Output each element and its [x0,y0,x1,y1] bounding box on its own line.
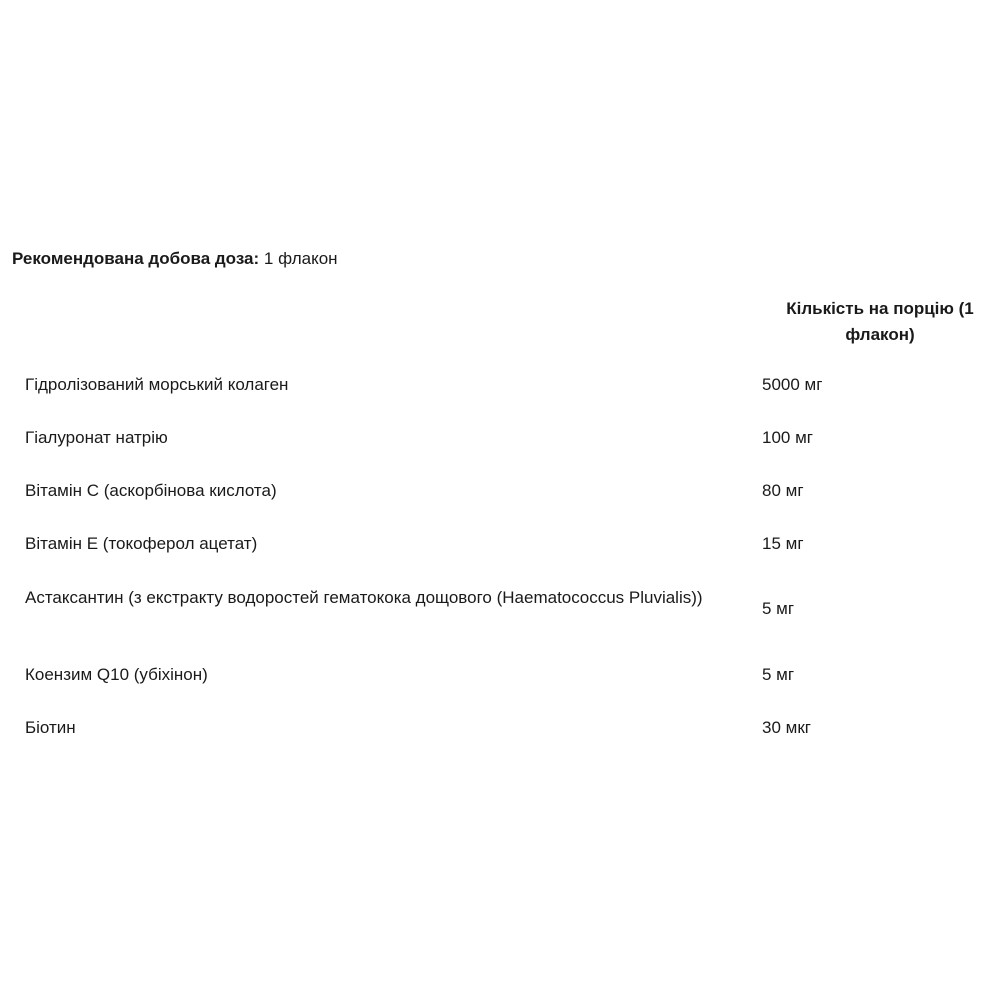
ingredient-name: Біотин [25,718,76,737]
ingredient-amount: 5000 мг [762,375,823,394]
ingredient-amount: 100 мг [762,428,813,447]
ingredient-name: Гіалуронат натрію [25,428,168,447]
ingredient-amount: 30 мкг [762,718,811,737]
ingredient-amount: 15 мг [762,534,804,553]
ingredient-amount: 80 мг [762,481,804,500]
ingredient-amount: 5 мг [762,599,795,618]
ingredient-name: Гідролізований морський колаген [25,375,289,394]
ingredient-name: Коензим Q10 (убіхінон) [25,665,208,684]
ingredient-amount: 5 мг [762,665,795,684]
ingredient-name: Вітамін Е (токоферол ацетат) [25,534,258,553]
recommended-dose-label: Рекомендована добова доза: [12,249,260,268]
ingredient-name: Вітамін С (аскорбінова кислота) [25,481,277,500]
recommended-dose-value: 1 флакон [263,249,338,268]
recommended-dose [12,247,338,271]
ingredient-name: Астаксантин (з екстракту водоростей гематокока дощового (Haematococcus Pluvialis)) [25,588,703,607]
amount-column-header: Кількість на порцію (1 флакон) [786,299,974,344]
